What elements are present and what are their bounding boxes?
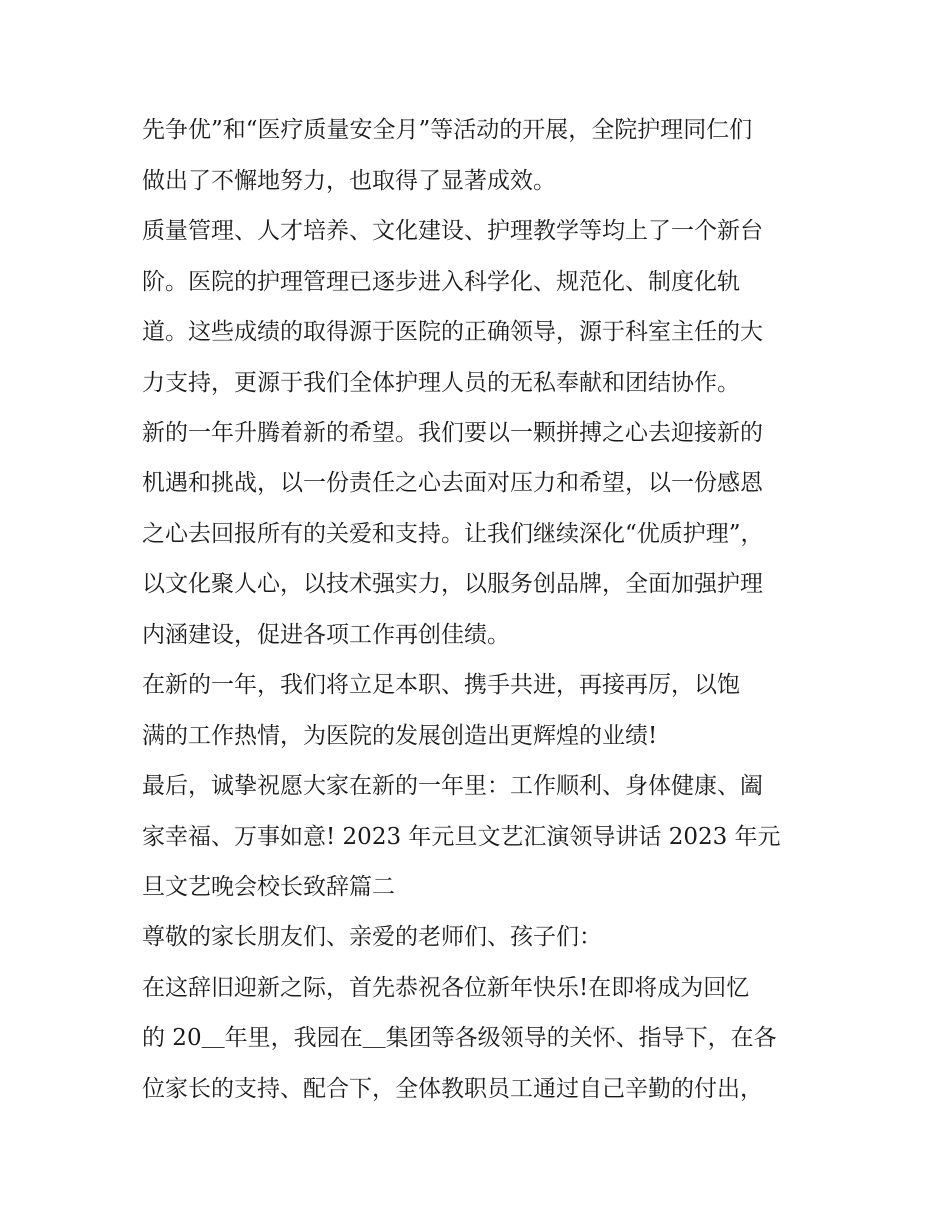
text-line: 家幸福、万事如意! 2023 年元旦文艺汇演领导讲话 2023 年元 bbox=[142, 824, 781, 850]
text-line: 力支持，更源于我们全体护理人员的无私奉献和团结协作。 bbox=[142, 370, 740, 396]
text-line: 位家长的支持、配合下，全体教职员工通过自己辛勤的付出， bbox=[142, 1076, 763, 1102]
text-line: 以文化聚人心，以技术强实力，以服务创品牌，全面加强护理 bbox=[142, 571, 763, 597]
text-line: 做出了不懈地努力，也取得了显著成效。 bbox=[142, 168, 556, 194]
text-line: 在这辞旧迎新之际，首先恭祝各位新年快乐!在即将成为回忆 bbox=[142, 975, 750, 1001]
text-line: 道。这些成绩的取得源于医院的正确领导，源于科室主任的大 bbox=[142, 319, 763, 345]
text-line: 先争优”和“医疗质量安全月”等活动的开展，全院护理同仁们 bbox=[142, 117, 753, 143]
text-line: 阶。医院的护理管理已逐步进入科学化、规范化、制度化轨 bbox=[142, 269, 740, 295]
text-line: 之心去回报所有的关爱和支持。让我们继续深化“优质护理”， bbox=[142, 521, 764, 547]
text-line: 尊敬的家长朋友们、亲爱的老师们、孩子们： bbox=[142, 924, 602, 950]
text-line: 新的一年升腾着新的希望。我们要以一颗拼搏之心去迎接新的 bbox=[142, 420, 763, 446]
text-line: 满的工作热情，为医院的发展创造出更辉煌的业绩! bbox=[142, 723, 658, 749]
text-line: 内涵建设，促进各项工作再创佳绩。 bbox=[142, 622, 510, 648]
text-line: 最后，诚挚祝愿大家在新的一年里：工作顺利、身体健康、阖 bbox=[142, 773, 763, 799]
text-line: 机遇和挑战，以一份责任之心去面对压力和希望，以一份感恩 bbox=[142, 470, 763, 496]
text-line: 质量管理、人才培养、文化建设、护理教学等均上了一个新台 bbox=[142, 218, 763, 244]
text-line: 在新的一年，我们将立足本职、携手共进，再接再厉，以饱 bbox=[142, 672, 740, 698]
text-line: 旦文艺晚会校长致辞篇二 bbox=[142, 874, 395, 900]
text-line: 的 20＿年里，我园在＿集团等各级领导的关怀、指导下，在各 bbox=[142, 1025, 777, 1051]
